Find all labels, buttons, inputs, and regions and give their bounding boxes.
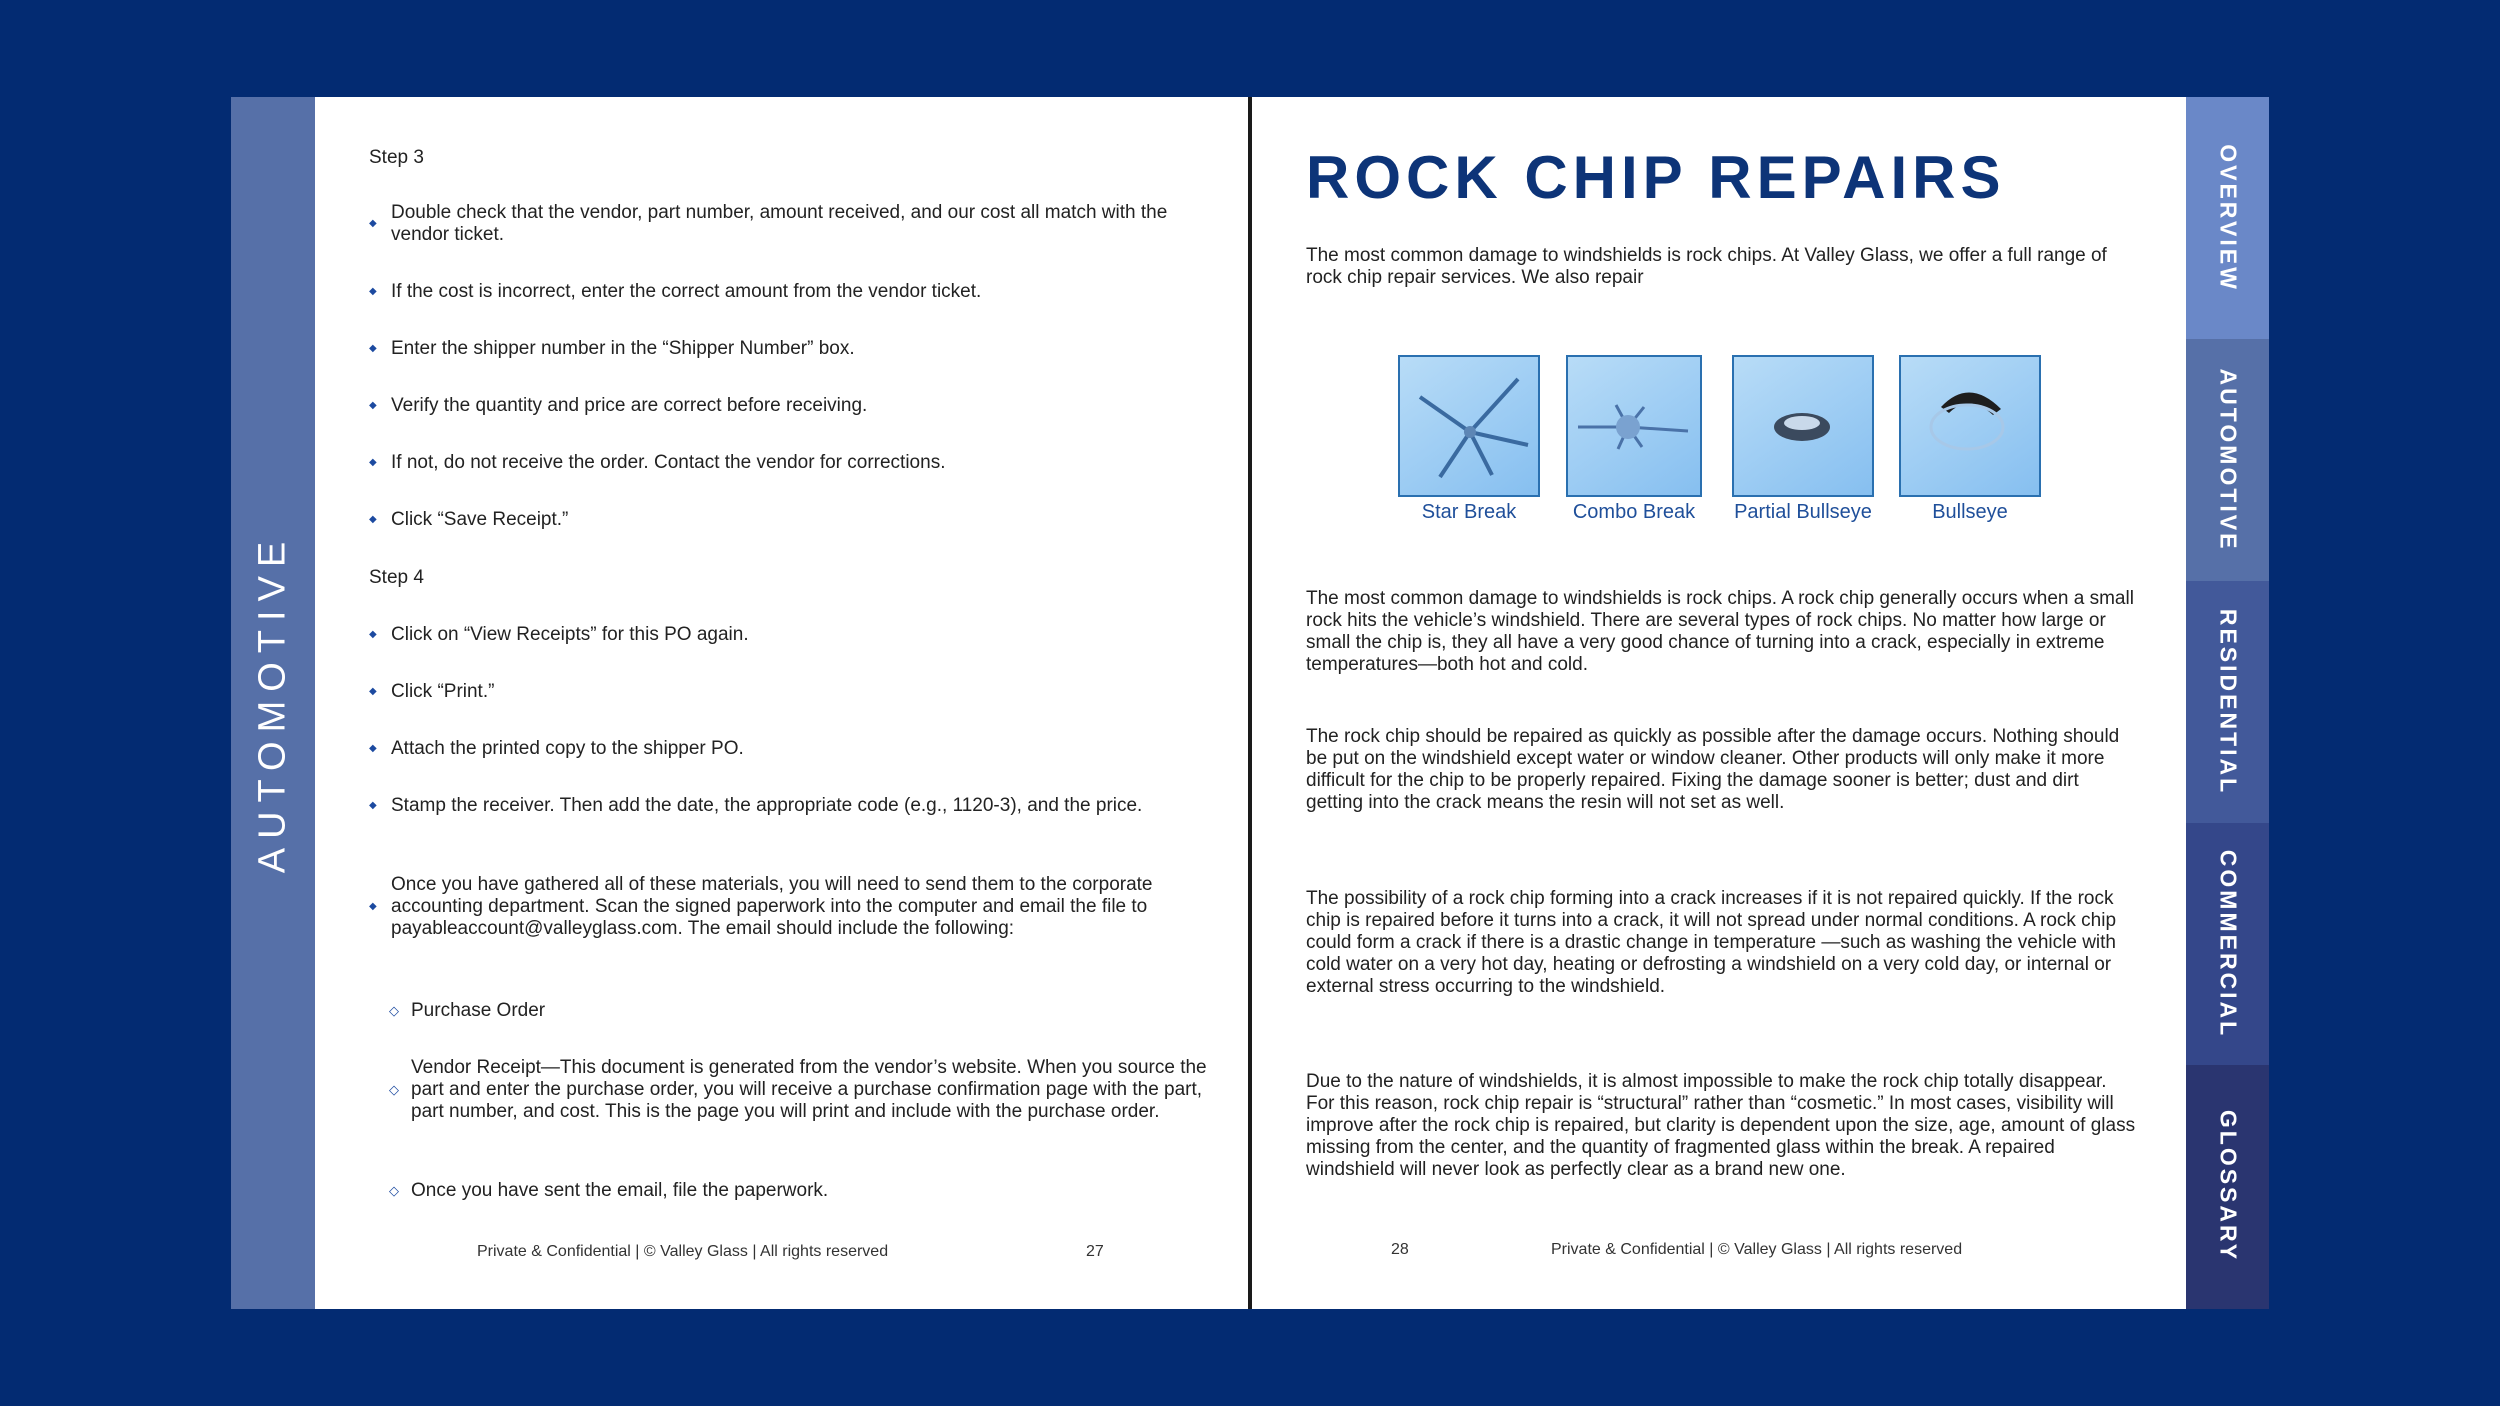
paragraph: The most common damage to windshields is rock chips. A rock chip generally occurs when a small rock hits the vehicle’s windshield. There are several types of rock chips. No matter how large or small the chip is, they all have a very good chance of turning into a crack, especially in extreme temperatures—both hot and cold. xyxy=(1306,588,2134,675)
section-tabs xyxy=(2186,97,2269,1309)
right-footer: Private & Confidential | © Valley Glass | All rights reserved xyxy=(1551,1241,1963,1258)
chip-caption: Partial Bullseye xyxy=(1734,501,1872,523)
hollow-diamond-bullet-icon: ◇ xyxy=(389,1183,399,1198)
diamond-bullet-icon: ◆ xyxy=(369,343,377,354)
diamond-bullet-icon: ◆ xyxy=(369,800,377,811)
section-label: AUTOMOTIVE xyxy=(251,532,294,874)
tab-commercial[interactable] xyxy=(2186,823,2269,1065)
intro-paragraph: The most common damage to windshields is rock chips. At Valley Glass, we offer a full range of rock chip repair services. We also repair xyxy=(1306,245,2107,288)
tab-label: AUTOMOTIVE xyxy=(2215,368,2241,552)
diamond-bullet-icon: ◆ xyxy=(369,286,377,297)
diamond-bullet-icon: ◆ xyxy=(369,686,377,697)
list-item: ◆ Attach the printed copy to the shipper PO. xyxy=(369,738,744,759)
chip-bullseye xyxy=(1899,355,2041,523)
book-spine xyxy=(1248,97,1252,1309)
tab-automotive[interactable] xyxy=(2186,339,2269,581)
sub-list-item: ◇ Vendor Receipt—This document is generated from the vendor’s website. When you source the part and enter the purchase order, you will receive a purchase confirmation page with the part, part number, and cost. This is the page you will print and include with the purchase order. xyxy=(389,1057,1207,1122)
list-item: ◆ Enter the shipper number in the “Shipper Number” box. xyxy=(369,338,855,359)
book-spread xyxy=(231,97,2269,1309)
chip-combo-break xyxy=(1566,355,1702,523)
list-item: ◆ If not, do not receive the order. Contact the vendor for corrections. xyxy=(369,452,946,473)
chip-star-break xyxy=(1398,355,1540,523)
sub-list-item: ◇ Once you have sent the email, file the paperwork. xyxy=(389,1180,829,1201)
tab-label: OVERVIEW xyxy=(2215,144,2241,292)
page-number-right: 28 xyxy=(1391,1241,1409,1258)
tab-residential[interactable] xyxy=(2186,581,2269,823)
left-page xyxy=(369,97,1229,1309)
star-break-image xyxy=(1398,355,1540,497)
list-item: ◆ If the cost is incorrect, enter the correct amount from the vendor ticket. xyxy=(369,281,982,302)
diamond-bullet-icon: ◆ xyxy=(369,514,377,525)
diamond-bullet-icon: ◆ xyxy=(369,457,377,468)
step-3-heading: Step 3 xyxy=(369,147,424,168)
list-item: ◆ Verify the quantity and price are correct before receiving. xyxy=(369,395,868,416)
tab-glossary[interactable] xyxy=(2186,1065,2269,1309)
paragraph: The rock chip should be repaired as quickly as possible after the damage occurs. Nothing should be put on the windshield except water or window cleaner. Other products will only make it more difficult for the chip to be properly repaired. Fixing the damage sooner is better; dust and dirt getting into the crack means the resin will not set as well. xyxy=(1306,726,2120,813)
diamond-bullet-icon: ◆ xyxy=(369,901,377,912)
list-item: ◆ Click on “View Receipts” for this PO again. xyxy=(369,624,749,645)
tab-label: GLOSSARY xyxy=(2215,1109,2241,1263)
hollow-diamond-bullet-icon: ◇ xyxy=(389,1082,399,1097)
list-item: ◆ Once you have gathered all of these materials, you will need to send them to the corporate accounting department. Scan the signed paperwork into the computer and email the file to payableaccount@valleyglass.com. The email should include the following: xyxy=(369,874,1153,939)
paragraph: Due to the nature of windshields, it is almost impossible to make the rock chip totally disappear. For this reason, rock chip repair is “structural” rather than “cosmetic.” In most cases, visibility will improve after the rock chip is repaired, but clarity is dependent upon the size, age, amount of glass missing from the center, and the quantity of fragmented glass within the break. A repaired windshield will never look as perfectly clear as a brand new one. xyxy=(1306,1071,2136,1180)
page-number-left: 27 xyxy=(1086,1243,1104,1260)
chip-partial-bullseye xyxy=(1732,355,1874,523)
partial-bullseye-image xyxy=(1732,355,1874,497)
chip-caption: Star Break xyxy=(1421,501,1517,523)
chip-caption: Combo Break xyxy=(1572,501,1696,523)
diamond-bullet-icon: ◆ xyxy=(369,743,377,754)
diamond-bullet-icon: ◆ xyxy=(369,629,377,640)
bullseye-image xyxy=(1899,355,2041,497)
step-4-heading: Step 4 xyxy=(369,567,424,588)
section-band xyxy=(231,97,315,1309)
combo-break-image xyxy=(1566,355,1702,497)
hollow-diamond-bullet-icon: ◇ xyxy=(389,1003,399,1018)
tab-label: COMMERCIAL xyxy=(2215,849,2241,1039)
left-footer: Private & Confidential | © Valley Glass | All rights reserved xyxy=(477,1243,889,1260)
list-item: ◆ Double check that the vendor, part number, amount received, and our cost all match with the vendor ticket. xyxy=(369,202,1168,245)
list-item: ◆ Stamp the receiver. Then add the date, the appropriate code (e.g., 1120-3), and the price. xyxy=(369,795,1143,816)
right-page xyxy=(1306,97,2166,1309)
diamond-bullet-icon: ◆ xyxy=(369,400,377,411)
list-item: ◆ Click “Save Receipt.” xyxy=(369,509,569,530)
diamond-bullet-icon: ◆ xyxy=(369,218,377,229)
page-title: ROCK CHIP REPAIRS xyxy=(1306,144,2006,211)
sub-list-item: ◇ Purchase Order xyxy=(389,1000,546,1021)
tab-overview[interactable] xyxy=(2186,97,2269,339)
paragraph: The possibility of a rock chip forming into a crack increases if it is not repaired quickly. If the rock chip is repaired before it turns into a crack, it will not spread under normal conditions. A rock chip could form a crack if there is a drastic change in temperature —such as washing the vehicle with cold water on a very hot day, heating or defrosting a windshield on a very cold day, or internal or external stress occurring to the windshield. xyxy=(1306,888,2117,997)
list-item: ◆ Click “Print.” xyxy=(369,681,495,702)
chip-caption: Bullseye xyxy=(1932,501,2008,523)
chip-types-figure xyxy=(1306,355,2166,525)
tab-label: RESIDENTIAL xyxy=(2215,608,2241,796)
